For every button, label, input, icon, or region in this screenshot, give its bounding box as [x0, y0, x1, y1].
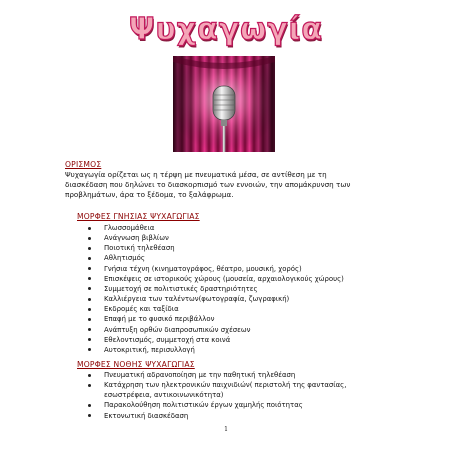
- bullet-icon: [88, 374, 91, 377]
- definition-line: Ψυχαγωγία ορίζεται ως η τέρψη με πνευματικά μέσα, σε αντίθεση με τη: [65, 170, 327, 179]
- list-item: Ποιοτική τηλεθέαση: [88, 243, 344, 253]
- bullet-icon: [88, 267, 91, 270]
- bullet-icon: [88, 414, 91, 417]
- bullet-icon: [88, 338, 91, 341]
- fake-forms-list: [88, 370, 346, 421]
- bullet-icon: [88, 277, 91, 280]
- list-item: Γνήσια τέχνη (κινηματογράφος, θέατρο, μουσική, χορός): [88, 264, 344, 274]
- list-item: Εκδρομές και ταξίδια: [88, 304, 344, 314]
- definition-paragraph: [65, 170, 395, 201]
- page-title: Ψυχαγωγία: [129, 12, 323, 47]
- list-item: Παρακολούθηση πολιτιστικών έργων χαμηλής ποιότητας: [88, 400, 346, 410]
- bullet-icon: [88, 318, 91, 321]
- list-item: Αθλητισμός: [88, 253, 344, 263]
- list-item: Ανάπτυξη ορθών διαπροσωπικών σχέσεων: [88, 325, 344, 335]
- bullet-icon: [88, 287, 91, 290]
- bullet-icon: [88, 237, 91, 240]
- list-item: Αυτοκριτική, περισυλλογή: [88, 345, 344, 355]
- list-item-continuation: εσωστρέφεια, αντικοινωνικότητα): [104, 391, 224, 400]
- bullet-icon: [88, 298, 91, 301]
- list-item: Γλωσσομάθεια: [88, 223, 344, 233]
- bullet-icon: [88, 227, 91, 230]
- list-item: Συμμετοχή σε πολιτιστικές δραστηριότητες: [88, 284, 344, 294]
- bullet-icon: [88, 328, 91, 331]
- bullet-icon: [88, 384, 91, 387]
- bullet-icon: [88, 404, 91, 407]
- definition-heading: ΟΡΙΣΜΟΣ: [65, 160, 102, 169]
- bullet-icon: [88, 308, 91, 311]
- list-item: Κατάχρηση των ηλεκτρονικών παιχνιδιών( περιστολή της φαντασίας,: [88, 380, 346, 390]
- list-item: Επαφή με το φυσικό περιβάλλον: [88, 314, 344, 324]
- bullet-icon: [88, 247, 91, 250]
- definition-line: διασκέδαση που δηλώνει το διασκορπισμό των εννοιών, την απομάκρυνση των: [65, 180, 351, 190]
- genuine-forms-list: [88, 223, 344, 355]
- genuine-forms-heading: ΜΟΡΦΕΣ ΓΝΗΣΙΑΣ ΨΥΧΑΓΩΓΙΑΣ: [77, 212, 200, 221]
- list-item: Καλλιέργεια των ταλέντων(φωτογραφία, ζωγραφική): [88, 294, 344, 304]
- curtain-microphone-illustration: [173, 56, 275, 152]
- definition-line: προβλημάτων, άρα το ξέδομα, το ξαλάφρωμα.: [65, 190, 234, 200]
- stage-microphone-image: [173, 56, 275, 152]
- list-item: Εθελοντισμός, συμμετοχή στα κοινά: [88, 335, 344, 345]
- list-item: Ανάγνωση βιβλίων: [88, 233, 344, 243]
- bullet-icon: [88, 348, 91, 351]
- list-item: Επισκέψεις σε ιστορικούς χώρους (μουσεία, αρχαιολογικούς χώρους): [88, 274, 344, 284]
- list-item: Πνευματική αδρανοποίηση με την παθητική τηλεθέαση: [88, 370, 346, 380]
- list-item: Εκτονωτική διασκέδαση: [88, 411, 346, 421]
- fake-forms-heading: ΜΟΡΦΕΣ ΝΟΘΗΣ ΨΥΧΑΓΩΓΙΑΣ: [77, 360, 195, 369]
- bullet-icon: [88, 257, 91, 260]
- page-number: 1: [224, 426, 228, 433]
